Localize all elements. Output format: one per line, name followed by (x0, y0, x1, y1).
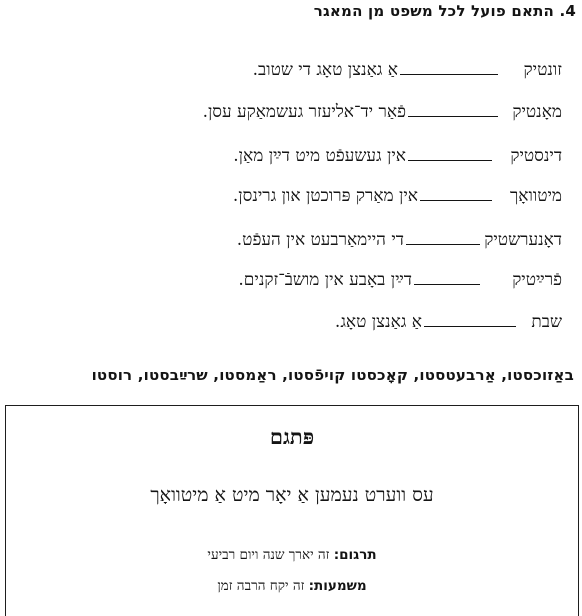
exercise-row-monday (203, 96, 562, 122)
proverb-box (5, 405, 579, 616)
exercise-row-thursday (237, 224, 562, 250)
exercise-day-label: שבת (531, 312, 562, 332)
proverb-translation-line (6, 547, 578, 563)
exercise-day-label: דאָנערשטיק (484, 230, 562, 250)
meaning-text: זה יקח הרבה זמן (217, 578, 305, 594)
proverb-meaning-line (6, 578, 578, 594)
proverb-title: פּתגם (269, 424, 315, 449)
answer-blank[interactable] (424, 325, 516, 327)
exercise-day-label: דינסטיק (510, 146, 562, 166)
translation-label: תרגום: (333, 547, 377, 563)
translation-text: זה יארך שנה ויום רביעי (207, 547, 330, 563)
exercise-day-label: פֿרײַטיק (512, 270, 562, 290)
proverb-text: עס ווערט נעמען אַ יאָר מיט אַ מיטוואָך (150, 484, 434, 506)
exercise-row-tuesday (233, 140, 562, 166)
meaning-label: משמעות: (308, 578, 367, 594)
exercise-row-wednesday (233, 180, 562, 206)
exercise-day-label: מאָנטיק (512, 102, 562, 122)
exercise-sentence: אַ גאַנצן טאָג. (334, 312, 422, 332)
exercise-row-sunday (253, 54, 562, 80)
exercise-sentence: אַ גאַנצן טאָג די שטוב. (252, 60, 398, 80)
exercise-sentence: אין מאַרק פּרוכטן און גרינסן. (232, 186, 418, 206)
verb-word-bank: באַזוכסטו, אַרבעטסטו, קאָכסטו קויפֿסטו, ראַמסטו, שרײַבסטו, רוסטו (91, 366, 574, 384)
exercise-day-label: מיטוואָך (509, 186, 562, 206)
exercise-instruction: 4. התאם פועל לכל משפט מן המאגר (313, 2, 576, 20)
answer-blank[interactable] (400, 73, 498, 75)
exercise-sentence: פֿאַר יד־אליעזר געשמאַקע עסן. (202, 102, 406, 122)
exercise-row-saturday (335, 306, 562, 332)
answer-blank[interactable] (420, 199, 492, 201)
answer-blank[interactable] (406, 243, 480, 245)
answer-blank[interactable] (408, 159, 492, 161)
exercise-day-label: זונטיק (523, 60, 562, 80)
exercise-sentence: דײַן באָבע אין מושבֿ־זקנים. (238, 270, 412, 290)
exercise-sentence: אין געשעפֿט מיט דײַן מאַן. (233, 146, 406, 166)
exercise-row-friday (238, 264, 562, 290)
exercise-sentence: די היימאַרבעט אין העפֿט. (236, 230, 404, 250)
answer-blank[interactable] (414, 283, 480, 285)
answer-blank[interactable] (408, 115, 498, 117)
